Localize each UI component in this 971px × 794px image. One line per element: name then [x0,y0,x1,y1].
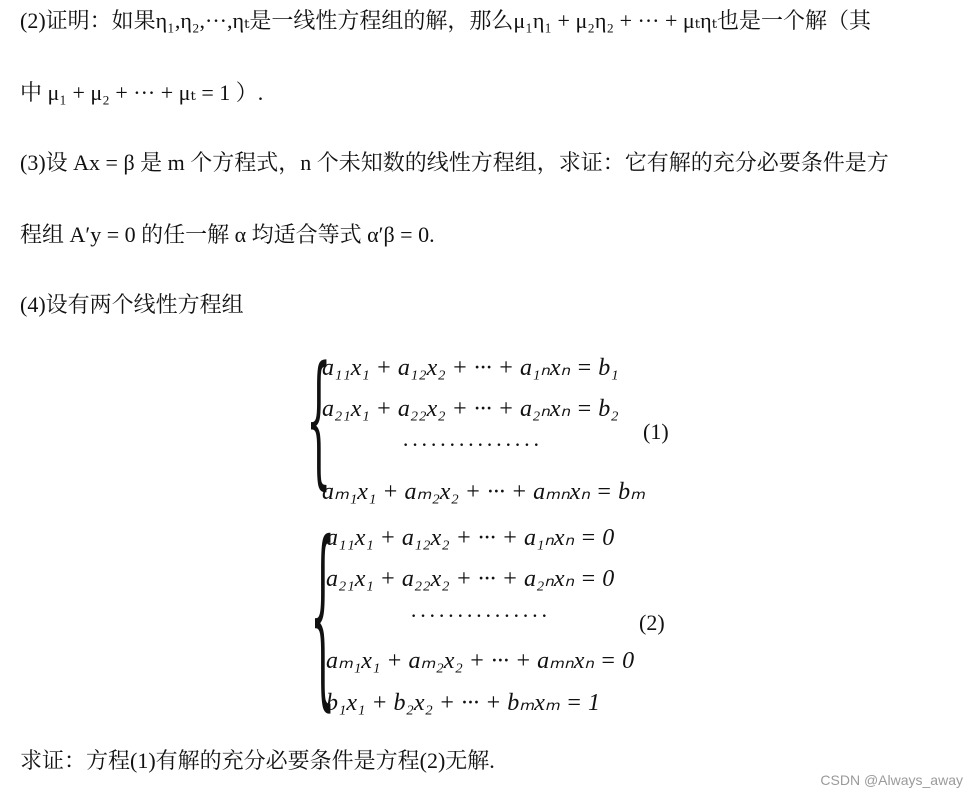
system-1-tag: (1) [643,419,669,444]
problem-2-line-1: (2)证明：如果η₁,η₂,···,ηₜ是一线性方程组的解，那么μ₁η₁ + μ₂η₂ + ··· + μₜηₜ也是一个解（其 [20,8,872,33]
system-2-equation-4: b₁x₁ + b₂x₂ + ··· + bₘxₘ = 1 [326,690,601,716]
problem-3-line-1: (3)设 Ax = β 是 m 个方程式，n 个未知数的线性方程组，求证：它有解的充分必要条件是方 [20,150,889,175]
problem-2-line-2: 中 μ₁ + μ₂ + ··· + μₜ = 1 ）. [20,80,264,105]
system-1-equation-2: a₂₁x₁ + a₂₂x₂ + ··· + a₂ₙxₙ = b₂ [322,396,619,422]
system-2-equation-3: aₘ₁x₁ + aₘ₂x₂ + ··· + aₘₙxₙ = 0 [326,648,635,674]
system-2-tag: (2) [639,610,665,635]
conclusion-line: 求证：方程(1)有解的充分必要条件是方程(2)无解. [20,748,495,773]
problem-3-line-2: 程组 A′y = 0 的任一解 α 均适合等式 α′β = 0. [20,222,435,247]
system-2-equation-1: a₁₁x₁ + a₁₂x₂ + ··· + a₁ₙxₙ = 0 [326,525,615,551]
system-2-equation-2: a₂₁x₁ + a₂₂x₂ + ··· + a₂ₙxₙ = 0 [326,566,615,592]
problem-4-intro: (4)设有两个线性方程组 [20,292,244,317]
system-1-ellipsis: ··············· [402,432,542,457]
system-1-equation-3: aₘ₁x₁ + aₘ₂x₂ + ··· + aₘₙxₙ = bₘ [322,479,646,505]
system-1-equation-1: a₁₁x₁ + a₁₂x₂ + ··· + a₁ₙxₙ = b₁ [322,355,619,381]
system-2-brace: { [310,505,336,731]
csdn-watermark: CSDN @Always_away [820,772,963,788]
system-1-brace: { [306,339,332,505]
system-2-ellipsis: ··············· [410,603,550,628]
